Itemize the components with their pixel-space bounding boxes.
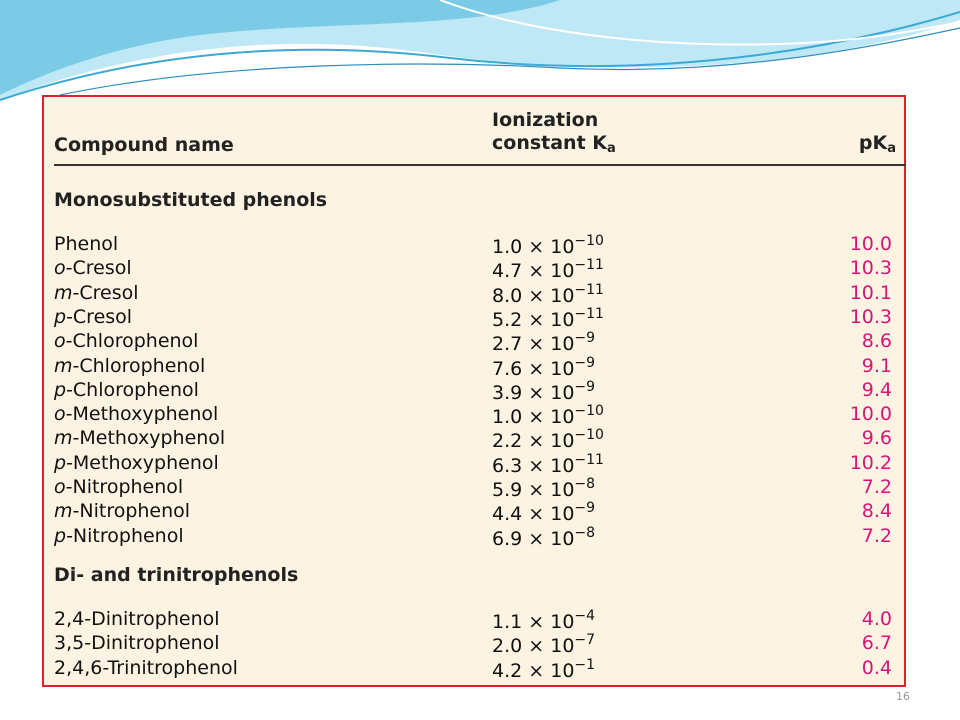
compound-name: m-Methoxyphenol xyxy=(54,427,226,450)
pka-value: 7.2 xyxy=(861,524,892,547)
pka-value: 9.1 xyxy=(861,354,892,377)
pka-value: 6.7 xyxy=(861,632,892,655)
compound-name: p-Chlorophenol xyxy=(54,378,199,401)
header-pka: $pK_a$ xyxy=(858,132,896,156)
ka-value: $2.0 \times 10^{-7}$ xyxy=(492,632,596,658)
ka-value: $3.9 \times 10^{-9}$ xyxy=(492,378,596,404)
pka-value: 10.3 xyxy=(849,257,892,280)
ka-value: $1.1 \times 10^{-4}$ xyxy=(492,608,596,633)
compound-name: Phenol xyxy=(54,233,119,255)
ka-value: $8.0 \times 10^{-11}$ xyxy=(492,281,604,307)
slide-number: 16 xyxy=(896,690,910,703)
pka-value: 4.0 xyxy=(861,608,892,630)
decorative-wave-banner xyxy=(0,0,960,110)
table-row xyxy=(54,257,892,281)
pka-value: 9.4 xyxy=(861,378,892,401)
ka-value: $6.3 \times 10^{-11}$ xyxy=(492,451,604,477)
table-row xyxy=(54,282,892,306)
ka-value: $6.9 \times 10^{-8}$ xyxy=(492,524,596,550)
table-row xyxy=(54,330,892,354)
phenol-acidity-table xyxy=(42,95,906,687)
ka-value: $7.6 \times 10^{-9}$ xyxy=(492,354,596,380)
compound-name: o-Cresol xyxy=(54,257,132,280)
compound-name: p-Methoxyphenol xyxy=(54,451,219,474)
table-row xyxy=(54,355,892,379)
ka-value: $4.7 \times 10^{-11}$ xyxy=(492,257,604,283)
ka-value: $1.0 \times 10^{-10}$ xyxy=(492,403,604,429)
pka-value: 10.2 xyxy=(849,451,892,474)
compound-name: 2,4,6-Trinitrophenol xyxy=(54,656,238,679)
pka-value: 7.2 xyxy=(861,476,892,498)
table-row xyxy=(54,452,892,476)
compound-name: o-Chlorophenol xyxy=(54,330,199,353)
table-row xyxy=(54,306,892,330)
pka-value: 10.1 xyxy=(849,281,892,304)
pka-value: 10.0 xyxy=(849,403,892,426)
pka-value: 0.4 xyxy=(861,656,892,679)
compound-name: p-Nitrophenol xyxy=(54,524,184,547)
table-header xyxy=(54,107,906,166)
compound-name: m-Cresol xyxy=(54,281,139,304)
table-row xyxy=(54,379,892,403)
table-row xyxy=(54,608,892,632)
ka-value: $4.2 \times 10^{-1}$ xyxy=(492,656,596,682)
compound-name: 3,5-Dinitrophenol xyxy=(54,632,220,655)
table-row xyxy=(54,476,892,500)
compound-name: o-Nitrophenol xyxy=(54,476,184,498)
pka-value: 8.6 xyxy=(861,330,892,353)
pka-value: 9.6 xyxy=(861,427,892,450)
section-title: Monosubstituted phenols xyxy=(54,189,328,211)
header-compound-name: Compound name xyxy=(54,134,234,156)
header-ionization-constant: Ionization constant $K_a$ xyxy=(492,109,616,156)
ka-value: $2.7 \times 10^{-9}$ xyxy=(492,330,596,356)
pka-value: 10.0 xyxy=(849,233,892,255)
compound-name: m-Nitrophenol xyxy=(54,500,191,523)
ka-value: $1.0 \times 10^{-10}$ xyxy=(492,233,604,258)
compound-name: 2,4-Dinitrophenol xyxy=(54,608,220,630)
table-row xyxy=(54,632,892,656)
pka-value: 10.3 xyxy=(849,305,892,328)
pka-value: 8.4 xyxy=(861,500,892,523)
ka-value: $2.2 \times 10^{-10}$ xyxy=(492,427,604,453)
table-row xyxy=(54,427,892,451)
compound-name: m-Chlorophenol xyxy=(54,354,206,377)
ka-value: $5.9 \times 10^{-8}$ xyxy=(492,476,596,501)
table-row xyxy=(54,403,892,427)
compound-name: o-Methoxyphenol xyxy=(54,403,219,426)
ka-value: $4.4 \times 10^{-9}$ xyxy=(492,500,596,526)
table-row xyxy=(54,500,892,524)
table-row xyxy=(54,233,892,257)
table-row xyxy=(54,525,892,549)
ka-value: $5.2 \times 10^{-11}$ xyxy=(492,305,604,331)
section-title: Di- and trinitrophenols xyxy=(54,564,299,586)
compound-name: p-Cresol xyxy=(54,305,133,328)
table-row xyxy=(54,657,892,681)
